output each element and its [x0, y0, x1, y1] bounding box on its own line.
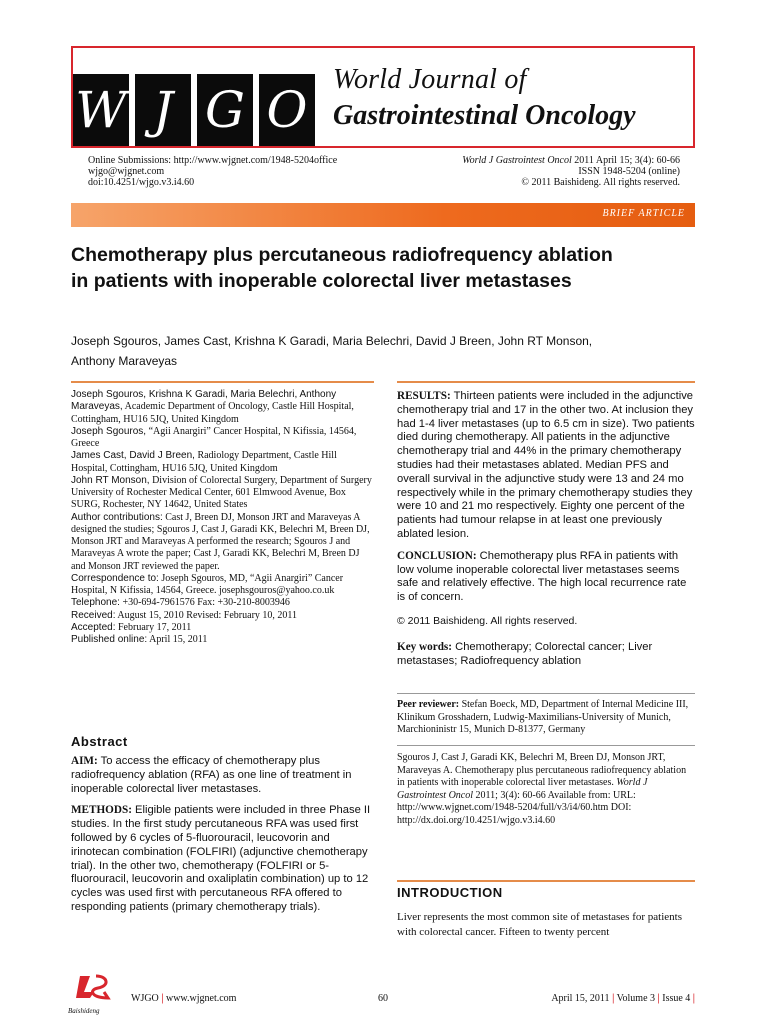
journal-name-line2: Gastrointestinal Oncology — [333, 100, 636, 131]
author-contributions: Author contributions: Cast J, Breen DJ, Monson JRT and Maraveyas A designed the studies; Sgouros J, Cast J, Garadi KK, Belechri M, Breen DJ, Monson JRT and Maraveyas A performed the research; Sgouros J and Maraveyas A wrote the paper; Cast J, Garadi KK, Belechri M, Breen DJ and Monson JRT reviewed the paper. — [71, 511, 370, 572]
citation: Sgouros J, Cast J, Garadi KK, Belechri M, Breen DJ, Monson JRT, Maraveyas A. Chemotherapy plus percutaneous radiofrequency ablation in patients with inoperable colorectal liver metastases. World J Gastrointest Oncol 2011; 3(4): 60-66 Available from: URL: http://www.wjgnet.com/1948-5204/full/v3/i4/60.htm DOI: http://dx.doi.org/10.4251/wjgo.v3.i4.60 — [397, 752, 687, 826]
keywords: Key words: Chemotherapy; Colorectal cancer; Liver metastases; Radiofrequency ablation — [397, 640, 653, 667]
introduction-text: Liver represents the most common site of metastases for patients with colorectal cancer. Fifteen to twenty percent — [397, 911, 683, 938]
journal-citation-info — [360, 155, 680, 188]
abstract-aim: AIM: To access the efficacy of chemotherapy plus radiofrequency ablation (RFA) as one line of treatment in inoperable colorectal liver metastases. — [71, 755, 352, 795]
affiliation-2: Joseph Sgouros, “Agii Anargiri” Cancer Hospital, N Kifissia, 14564, Greece — [71, 425, 357, 449]
baishideng-logo — [74, 972, 114, 1006]
footer-journal: WJGO | www.wjgnet.com — [131, 993, 237, 1004]
footer-separator: | — [161, 993, 164, 1004]
abstract-results: RESULTS: Thirteen patients were included in the adjunctive chemotherapy trial and 17 in the other two. At inclusion they had 1-4 liver metastases (up to 6.5 cm in size). Two patients died during chemotherapy. All patients in the adjunctive chemotherapy trial and 44% in the primary chemotherapy studies had their metastases ablated. Median PFS and overall survival in the adjunctive study were 13 and 24 mo respectively while in the primary chemotherapy studies they were 10 and 21 mo respectively. Eighty one percent of the patients had tumour relapse in at least one previously ablated lesion. — [397, 390, 695, 540]
affiliation-3: James Cast, David J Breen, Radiology Department, Castle Hill Hospital, Cottingham, HU16 5JQ, United Kingdom — [71, 450, 337, 474]
abstract-right — [397, 390, 695, 676]
masthead-letter-o: O — [259, 74, 315, 146]
affiliations-block — [71, 389, 374, 646]
published-online: Published online: April 15, 2011 — [71, 634, 208, 645]
affiliation-4: John RT Monson, Division of Colorectal Surgery, Department of Surgery University of Rochester Medical Center, 601 Elmwood Avenue, Box SURG, Rochester, NY 14642, United States — [71, 474, 372, 511]
masthead-letter-g: G — [197, 74, 253, 146]
journal-name-line1: World Journal of — [333, 64, 527, 95]
footer-url[interactable]: www.wjgnet.com — [165, 993, 237, 1004]
telephone-fax: Telephone: +30-694-7961576 Fax: +30-210-8003946 — [71, 597, 290, 609]
abstract-left — [71, 755, 374, 923]
peer-divider — [397, 693, 695, 694]
doi: doi:10.4251/wjgo.v3.i4.60 — [88, 177, 195, 188]
received-revised: Received: August 15, 2010 Revised: February 10, 2011 — [71, 609, 298, 621]
citation-divider — [397, 745, 695, 746]
submission-url[interactable]: Online Submissions: http://www.wjgnet.com/1948-5204office — [88, 155, 338, 166]
left-column-rule — [71, 381, 374, 383]
accepted: Accepted: February 17, 2011 — [71, 621, 192, 633]
affiliation-1: Joseph Sgouros, Krishna K Garadi, Maria Belechri, Anthony Maraveyas, Academic Department of Oncology, Castle Hill Hospital, Cottingham, HU16 5JQ, United Kingdom — [71, 389, 354, 425]
author-list: Joseph Sgouros, James Cast, Krishna K Garadi, Maria Belechri, David J Breen, John RT Monson, Anthony Maraveyas — [71, 334, 593, 368]
abstract-heading: Abstract — [71, 734, 128, 749]
introduction-heading: INTRODUCTION — [397, 885, 503, 900]
peer-reviewer: Peer reviewer: Stefan Boeck, MD, Department of Internal Medicine III, Klinikum Grosshadern, Ludwig-Maximilians-University of Munich, Marchioninistr 15, Munich D-81377, Germany — [397, 699, 689, 735]
issn: ISSN 1948-5204 (online) — [578, 166, 680, 177]
footer-issue-info: April 15, 2011 | Volume 3 | Issue 4 | — [551, 993, 695, 1004]
baishideng-logo-icon — [74, 972, 114, 1006]
abstract-methods: METHODS: Eligible patients were included in three Phase II studies. In the first study percutaneous RFA was used first followed by 6 cycles of 5-fluorouracil, leucovorin and irinotecan combination (FOLFIRI) (adjunctive chemotherapy trial). In the other two, chemotherapy (FOLFIRI or 5-fluorouracil, leucovorin and oxaliplatin combination) up to 12 cycles was used first with percutaneous RFA offered to responding patients (primary chemotherapy trials). — [71, 804, 371, 913]
copyright-header: © 2011 Baishideng. All rights reserved. — [521, 177, 680, 188]
intro-rule — [397, 880, 695, 882]
article-type-label: BRIEF ARTICLE — [602, 208, 685, 219]
abstract-copyright: © 2011 Baishideng. All rights reserved. — [397, 614, 578, 627]
journal-issue: World J Gastrointest Oncol 2011 April 15; 3(4): 60-66 — [462, 155, 680, 166]
page-number: 60 — [378, 993, 388, 1004]
masthead-letter-w: W — [73, 74, 129, 146]
article-title: Chemotherapy plus percutaneous radiofrequency ablation in patients with inoperable colorectal liver metastases — [71, 244, 613, 292]
article-type-bar — [71, 203, 695, 227]
submission-email[interactable]: wjgo@wjgnet.com — [88, 166, 165, 177]
right-column-rule — [397, 381, 695, 383]
masthead-letter-j: J — [135, 74, 191, 146]
abstract-conclusion: CONCLUSION: Chemotherapy plus RFA in patients with low volume inoperable colorectal liver metastases seems safe and relatively effective. The high local recurrence rate is of concern. — [397, 549, 687, 604]
publisher-name: Baishideng — [68, 1007, 100, 1015]
correspondence: Correspondence to: Joseph Sgouros, MD, “Agii Anargiri” Cancer Hospital, N Kifissia, 14564, Greece. josephsgouros@yahoo.co.uk — [71, 572, 344, 596]
